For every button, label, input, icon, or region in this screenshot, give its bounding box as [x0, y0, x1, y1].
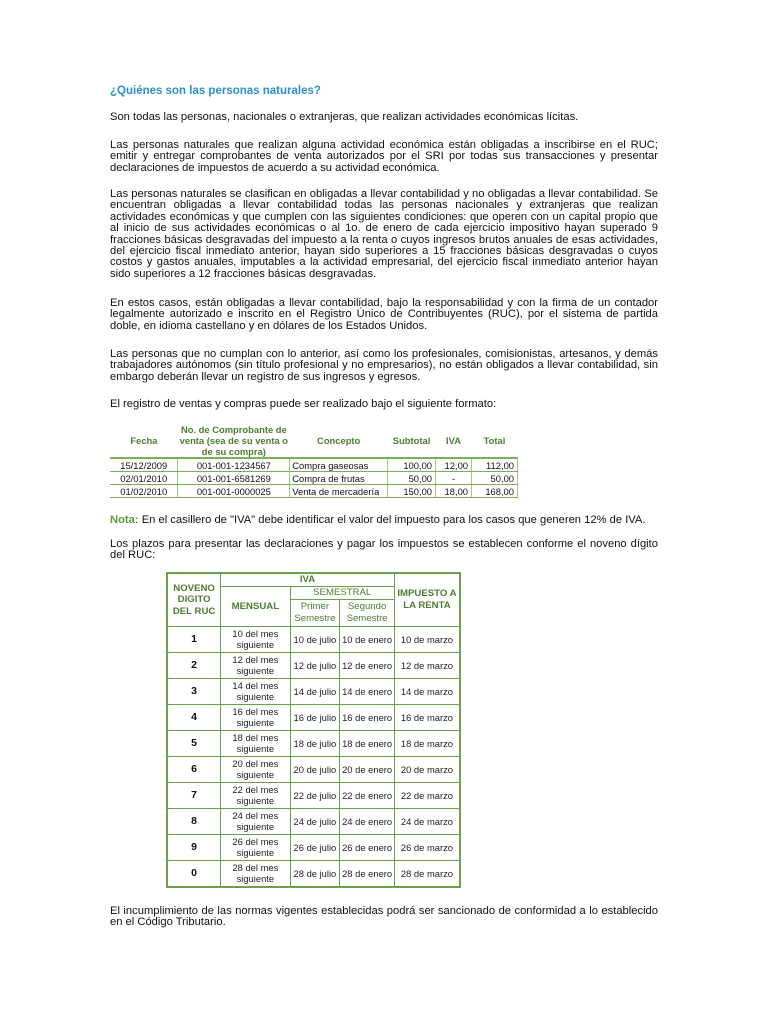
deadline-cell: 18 de enero — [340, 730, 395, 756]
ruc-digit-cell: 0 — [167, 860, 221, 887]
deadline-cell: 18 del mes siguiente — [221, 730, 290, 756]
table-cell: 50,00 — [388, 472, 436, 485]
table-cell: 168,00 — [472, 485, 518, 498]
deadline-cell: 22 de enero — [340, 782, 395, 808]
deadline-cell: 10 de enero — [340, 626, 395, 652]
deadline-cell: 20 del mes siguiente — [221, 756, 290, 782]
ruc-digit-cell: 7 — [167, 782, 221, 808]
table-cell: Compra gaseosas — [290, 458, 388, 472]
deadline-cell: 20 de enero — [340, 756, 395, 782]
column-header-primer-semestre: Primer Semestre — [290, 599, 340, 626]
nota-paragraph — [110, 515, 658, 526]
deadline-cell: 16 de marzo — [394, 704, 460, 730]
table-cell: 12,00 — [436, 458, 472, 472]
deadline-cell: 26 de marzo — [394, 834, 460, 860]
table-cell: 150,00 — [388, 485, 436, 498]
deadline-cell: 10 del mes siguiente — [221, 626, 290, 652]
table-row — [167, 782, 460, 808]
deadline-cell: 26 de enero — [340, 834, 395, 860]
deadline-cell: 28 del mes siguiente — [221, 860, 290, 887]
table-row — [167, 652, 460, 678]
paragraph-register-format: El registro de ventas y compras puede ser realizado bajo el siguiente formato: — [110, 398, 497, 410]
table-cell: 001-001-0000025 — [178, 485, 290, 498]
table-cell: 15/12/2009 — [110, 458, 178, 472]
column-header-digit: NOVENO DIGITO DEL RUC — [167, 573, 221, 626]
column-header: Concepto — [290, 423, 388, 458]
nota-label: Nota: — [110, 514, 139, 526]
table-row — [167, 834, 460, 860]
paragraph-deadlines: Los plazos para presentar las declaraciones y pagar los impuestos se establecen conforme el noveno dígito del RUC: — [110, 538, 658, 562]
column-header-segundo-semestre: Segundo Semestre — [340, 599, 395, 626]
deadline-cell: 22 de marzo — [394, 782, 460, 808]
table-cell: 001-001-6581269 — [178, 472, 290, 485]
table-cell: - — [436, 472, 472, 485]
table-cell: 100,00 — [388, 458, 436, 472]
column-header-renta: IMPUESTO A LA RENTA — [394, 573, 460, 626]
deadline-cell: 14 del mes siguiente — [221, 678, 290, 704]
deadline-cell: 14 de julio — [290, 678, 340, 704]
deadline-cell: 10 de julio — [290, 626, 340, 652]
paragraph-accounting-requirements: En estos casos, están obligadas a llevar contabilidad, bajo la responsabilidad y con la firma de un contador legalmente autorizado e inscrito en el Registro Único de Contribuyentes (RUC), por el sistema de partida doble, en idioma castellano y en dólares de los Estados Unidos. — [110, 297, 658, 332]
deadline-cell: 10 de marzo — [394, 626, 460, 652]
column-header: Subtotal — [388, 423, 436, 458]
ruc-digit-cell: 8 — [167, 808, 221, 834]
deadline-cell: 12 del mes siguiente — [221, 652, 290, 678]
column-header: No. de Comprobante de venta (sea de su venta o de su compra) — [179, 423, 289, 457]
column-header-iva: IVA — [221, 573, 395, 587]
table-row — [167, 626, 460, 652]
deadline-cell: 24 de julio — [290, 808, 340, 834]
deadline-cell: 16 de julio — [290, 704, 340, 730]
deadline-cell: 20 de marzo — [394, 756, 460, 782]
table-cell: Compra de frutas — [290, 472, 388, 485]
deadline-table — [166, 572, 461, 888]
deadline-cell: 28 de julio — [290, 860, 340, 887]
deadline-cell: 12 de julio — [290, 652, 340, 678]
ruc-digit-cell: 2 — [167, 652, 221, 678]
deadline-cell: 26 del mes siguiente — [221, 834, 290, 860]
column-header: Fecha — [110, 423, 178, 458]
table-row — [167, 704, 460, 730]
table-cell: 01/02/2010 — [110, 485, 178, 498]
ruc-digit-cell: 4 — [167, 704, 221, 730]
table-header-row — [110, 423, 518, 458]
table-row — [110, 472, 518, 485]
deadline-cell: 18 de marzo — [394, 730, 460, 756]
ruc-digit-cell: 3 — [167, 678, 221, 704]
deadline-cell: 28 de enero — [340, 860, 395, 887]
deadline-cell: 20 de julio — [290, 756, 340, 782]
column-header-mensual: MENSUAL — [221, 587, 290, 627]
column-header: IVA — [436, 423, 472, 458]
deadline-cell: 22 del mes siguiente — [221, 782, 290, 808]
deadline-cell: 16 del mes siguiente — [221, 704, 290, 730]
paragraph-ruc-obligation: Las personas naturales que realizan alguna actividad económica están obligadas a inscribirse en el RUC; emitir y entregar comprobantes de venta autorizados por el SRI por todas sus transacciones y presentar declaraciones de impuestos de acuerdo a su actividad económica. — [110, 139, 658, 174]
table-cell: 112,00 — [472, 458, 518, 472]
section-heading: ¿Quiénes son las personas naturales? — [110, 85, 321, 97]
column-header: Total — [472, 423, 518, 458]
table-row — [167, 678, 460, 704]
paragraph-definition: Son todas las personas, nacionales o extranjeras, que realizan actividades económicas lícitas. — [110, 111, 579, 123]
deadline-cell: 24 de marzo — [394, 808, 460, 834]
table-cell: 50,00 — [472, 472, 518, 485]
table-cell: Venta de mercadería — [290, 485, 388, 498]
deadline-cell: 12 de enero — [340, 652, 395, 678]
table-row — [167, 730, 460, 756]
deadline-cell: 16 de enero — [340, 704, 395, 730]
deadline-cell: 22 de julio — [290, 782, 340, 808]
table-row — [167, 808, 460, 834]
deadline-cell: 14 de marzo — [394, 678, 460, 704]
nota-text: En el casillero de "IVA" debe identificar el valor del impuesto para los casos que generen 12% de IVA. — [138, 514, 646, 526]
table-row — [167, 756, 460, 782]
paragraph-classification: Las personas naturales se clasifican en obligadas a llevar contabilidad y no obligadas a llevar contabilidad. Se encuentran obligadas a llevar contabilidad todas las personas nacionales y extranjeras que realizan actividades económicas y que cumplen con las siguientes condiciones: que operen con un capital propio que al inicio de sus actividades económicas o al 1o. de enero de cada ejercicio impositivo hayan superado 9 fracciones básicas desgravadas del impuesto a la renta o cuyos ingresos brutos anuales de esas actividades, del ejercicio fiscal inmediato anterior, hayan sido superiores a 15 fracciones básicas desgravadas o cuyos costos y gastos anuales, imputables a la actividad empresarial, del ejercicio fiscal inmediato anterior hayan sido superiores a 12 fracciones básicas desgravadas. — [110, 188, 658, 280]
deadline-cell: 24 del mes siguiente — [221, 808, 290, 834]
paragraph-closing: El incumplimiento de las normas vigentes establecidas podrá ser sancionado de conformidad a lo establecido en el Código Tributario. — [110, 905, 658, 929]
table-row — [110, 458, 518, 472]
deadline-cell: 26 de julio — [290, 834, 340, 860]
deadline-cell: 28 de marzo — [394, 860, 460, 887]
deadline-cell: 24 de enero — [340, 808, 395, 834]
table-row — [110, 485, 518, 498]
deadline-cell: 18 de julio — [290, 730, 340, 756]
ruc-digit-cell: 5 — [167, 730, 221, 756]
table-cell: 02/01/2010 — [110, 472, 178, 485]
deadline-cell: 14 de enero — [340, 678, 395, 704]
table-cell: 18,00 — [436, 485, 472, 498]
paragraph-non-obligated: Las personas que no cumplan con lo anterior, así como los profesionales, comisionistas, artesanos, y demás trabajadores autónomos (sin título profesional y no empresarios), no están obligados a llevar contabilidad, sin embargo deberán llevar un registro de sus ingresos y egresos. — [110, 348, 658, 383]
ruc-digit-cell: 9 — [167, 834, 221, 860]
column-header-semestral: SEMESTRAL — [290, 587, 394, 600]
table-cell: 001-001-1234567 — [178, 458, 290, 472]
deadline-cell: 12 de marzo — [394, 652, 460, 678]
ruc-digit-cell: 6 — [167, 756, 221, 782]
sales-register-table — [110, 423, 518, 498]
table-row — [167, 860, 460, 887]
ruc-digit-cell: 1 — [167, 626, 221, 652]
